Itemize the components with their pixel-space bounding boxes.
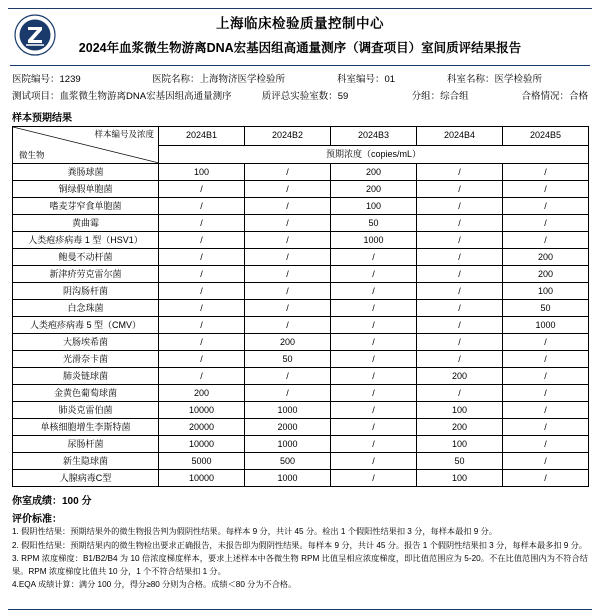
table-header-row [13, 127, 589, 146]
concentration-cell: / [331, 266, 417, 283]
table-row [13, 300, 589, 317]
microbe-name: 白念珠菌 [13, 300, 159, 317]
concentration-cell: / [503, 334, 589, 351]
concentration-cell: / [245, 164, 331, 181]
concentration-cell: 5000 [159, 453, 245, 470]
concentration-cell: / [417, 249, 503, 266]
concentration-cell: / [417, 300, 503, 317]
concentration-cell: / [245, 368, 331, 385]
concentration-cell: / [417, 385, 503, 402]
table-row [13, 470, 589, 487]
group-label: 分组： [411, 91, 441, 102]
table-row [13, 266, 589, 283]
organization-logo-icon [14, 14, 56, 56]
table-row [13, 436, 589, 453]
concentration-cell: / [245, 266, 331, 283]
dept-name [447, 72, 588, 87]
concentration-cell: / [159, 317, 245, 334]
hospital-name-label: 医院名称： [152, 74, 200, 85]
concentration-cell: 100 [417, 470, 503, 487]
concentration-cell: / [331, 317, 417, 334]
column-header: 2024B4 [417, 127, 503, 146]
concentration-cell: / [417, 198, 503, 215]
concentration-cell: 50 [503, 300, 589, 317]
concentration-cell: 50 [331, 215, 417, 232]
microbe-name: 粪肠球菌 [13, 164, 159, 181]
header-divider [10, 65, 590, 66]
concentration-cell: / [417, 351, 503, 368]
concentration-cell: / [503, 436, 589, 453]
concentration-cell: / [503, 453, 589, 470]
concentration-cell: / [159, 198, 245, 215]
table-row [13, 249, 589, 266]
microbe-name: 鲍曼不动杆菌 [13, 249, 159, 266]
concentration-cell: 100 [503, 283, 589, 300]
dept-code [337, 72, 447, 87]
concentration-cell: 200 [331, 181, 417, 198]
page-title: 2024年血浆微生物游离DNA宏基因组高通量测序（调查项目）室间质评结果报告 [78, 41, 522, 55]
concentration-cell: / [503, 181, 589, 198]
organization-title: 上海临床检验质量控制中心 [216, 16, 384, 31]
concentration-cell: / [331, 283, 417, 300]
hospital-code-label: 医院编号： [12, 74, 60, 85]
criteria-item: 2. 假阳性结果：预期结果内的微生物检出要求正确报告，未报告即为假阴性结果。每样本 9 分，共计 45 分。报告 1 个假阴性结果扣 3 分，每样本最多扣 9 分。 [12, 540, 587, 550]
concentration-cell: / [503, 385, 589, 402]
concentration-cell: 100 [417, 402, 503, 419]
concentration-cell: 200 [417, 419, 503, 436]
concentration-cell: / [503, 402, 589, 419]
total-labs-value: 59 [337, 91, 349, 102]
concentration-cell: / [417, 266, 503, 283]
concentration-cell: 10000 [159, 402, 245, 419]
column-header: 2024B1 [159, 127, 245, 146]
concentration-cell: / [159, 283, 245, 300]
concentration-cell: 20000 [159, 419, 245, 436]
concentration-cell: 200 [503, 249, 589, 266]
meta-row [12, 88, 588, 105]
concentration-cell: 10000 [159, 436, 245, 453]
concentration-cell: / [417, 181, 503, 198]
table-row [13, 385, 589, 402]
dept-name-value: 医学检验所 [494, 74, 543, 85]
concentration-cell: / [331, 453, 417, 470]
score-line [12, 492, 588, 507]
pass-status-label: 合格情况： [521, 91, 569, 102]
concentration-cell: / [331, 249, 417, 266]
concentration-cell: / [503, 419, 589, 436]
table-row [13, 317, 589, 334]
column-header: 2024B3 [331, 127, 417, 146]
concentration-cell: 1000 [503, 317, 589, 334]
concentration-cell: / [331, 402, 417, 419]
concentration-cell: 1000 [245, 402, 331, 419]
concentration-cell: / [245, 385, 331, 402]
test-item-value: 血浆微生物游离DNA宏基因组高通量测序 [59, 91, 232, 102]
column-header: 2024B5 [503, 127, 589, 146]
microbe-name: 新津疥劳克雷尔菌 [13, 266, 159, 283]
concentration-cell: 200 [245, 334, 331, 351]
concentration-cell: / [159, 300, 245, 317]
concentration-cell: / [245, 317, 331, 334]
table-row [13, 419, 589, 436]
concentration-cell: 500 [245, 453, 331, 470]
concentration-cell: / [331, 334, 417, 351]
pass-status [521, 89, 588, 104]
table-row [13, 198, 589, 215]
score-value: 100 分 [62, 496, 92, 507]
top-divider [8, 8, 592, 9]
concentration-cell: / [417, 317, 503, 334]
table-row [13, 232, 589, 249]
concentration-cell: 1000 [245, 436, 331, 453]
criteria-list [12, 526, 588, 592]
microbe-name: 光滑奈卡菌 [13, 351, 159, 368]
microbe-name: 人腺病毒C型 [13, 470, 159, 487]
hospital-code [12, 72, 152, 87]
microbe-name: 肺炎克雷伯菌 [13, 402, 159, 419]
table-row [13, 453, 589, 470]
concentration-cell: 200 [159, 385, 245, 402]
concentration-cell: 100 [331, 198, 417, 215]
concentration-cell: 1000 [245, 470, 331, 487]
criteria-item: 3. RPM 浓度梯度：B1/B2/B4 为 10 倍浓度梯度样本，要求上述样本中各微生物 RPM 比值呈相应浓度梯度，即比值范围应为 5-20。不在比值范围内为不符合结果。RPM 浓度梯度比值共 10 分，1 个不符合结果扣 1 分。 [12, 554, 588, 576]
concentration-cell: / [159, 249, 245, 266]
microbe-name: 大肠埃希菌 [13, 334, 159, 351]
criteria-title: 评价标准： [12, 514, 62, 525]
corner-top-label: 样本编号及浓度 [94, 129, 154, 139]
status-badge: 合格 [568, 91, 588, 102]
total-labs-label: 质评总实验室数： [261, 91, 338, 102]
table-row [13, 181, 589, 198]
expected-results-table [12, 126, 589, 487]
concentration-cell: 100 [159, 164, 245, 181]
microbe-name: 单核细胞增生李斯特菌 [13, 419, 159, 436]
microbe-name: 肺炎链球菌 [13, 368, 159, 385]
microbe-name: 黄曲霉 [13, 215, 159, 232]
concentration-cell: / [503, 351, 589, 368]
table-row [13, 368, 589, 385]
concentration-cell: 10000 [159, 470, 245, 487]
concentration-cell: / [159, 368, 245, 385]
test-item-label: 测试项目： [12, 91, 60, 102]
concentration-cell: / [331, 470, 417, 487]
concentration-cell: / [331, 419, 417, 436]
microbe-name: 尿肠杆菌 [13, 436, 159, 453]
microbe-name: 铜绿假单胞菌 [13, 181, 159, 198]
microbe-name: 嗜麦芽窄食单胞菌 [13, 198, 159, 215]
concentration-cell: / [245, 232, 331, 249]
microbe-name: 阴沟肠杆菌 [13, 283, 159, 300]
table-row [13, 283, 589, 300]
concentration-cell: / [503, 164, 589, 181]
concentration-cell: / [245, 198, 331, 215]
concentration-cell: / [245, 300, 331, 317]
section-title: 样本预期结果 [12, 113, 72, 124]
table-row [13, 215, 589, 232]
concentration-cell: 200 [417, 368, 503, 385]
concentration-cell: / [159, 181, 245, 198]
dept-code-label: 科室编号： [337, 74, 385, 85]
concentration-cell: / [417, 283, 503, 300]
concentration-cell: 100 [417, 436, 503, 453]
concentration-cell: / [159, 232, 245, 249]
concentration-header: 预期浓度（copies/mL） [159, 145, 589, 164]
concentration-cell: / [503, 368, 589, 385]
microbe-name: 人类疱疹病毒 1 型（HSV1） [13, 232, 159, 249]
concentration-cell: / [159, 351, 245, 368]
concentration-cell: / [417, 232, 503, 249]
corner-bottom-label: 微生物 [19, 150, 45, 160]
group-value: 综合组 [440, 91, 469, 102]
concentration-cell: / [417, 334, 503, 351]
score-label: 你室成绩： [12, 496, 62, 507]
test-item [12, 89, 262, 104]
concentration-cell: / [503, 470, 589, 487]
concentration-cell: 1000 [331, 232, 417, 249]
microbe-name: 新生隐球菌 [13, 453, 159, 470]
concentration-cell: / [331, 436, 417, 453]
meta-row [12, 71, 588, 88]
concentration-cell: 50 [417, 453, 503, 470]
bottom-divider [8, 609, 592, 610]
concentration-cell: / [331, 385, 417, 402]
concentration-cell: / [331, 300, 417, 317]
concentration-cell: / [159, 266, 245, 283]
table-row [13, 164, 589, 181]
concentration-cell: / [503, 198, 589, 215]
concentration-cell: / [331, 368, 417, 385]
concentration-cell: 200 [331, 164, 417, 181]
concentration-cell: / [159, 334, 245, 351]
hospital-name-value: 上海物济医学检验所 [199, 74, 286, 85]
concentration-cell: 50 [245, 351, 331, 368]
concentration-cell: / [503, 215, 589, 232]
concentration-cell: / [503, 232, 589, 249]
concentration-cell: / [331, 351, 417, 368]
concentration-cell: / [417, 215, 503, 232]
table-corner-cell [13, 127, 159, 164]
group [412, 89, 522, 104]
dept-code-value: 01 [384, 74, 396, 85]
microbe-name: 人类疱疹病毒 5 型（CMV） [13, 317, 159, 334]
table-row [13, 334, 589, 351]
criteria-item: 1. 假阴性结果：预期结果外的微生物报告判为假阴性结果。每样本 9 分，共计 45 分。检出 1 个假阳性结果扣 3 分，每样本最扣 9 分。 [12, 527, 497, 536]
hospital-name [152, 72, 337, 87]
concentration-cell: / [159, 215, 245, 232]
criteria-item: 4.EQA 成绩计算：满分 100 分，得分≥80 分则为合格。成绩＜80 分为不合格。 [12, 580, 297, 589]
column-header: 2024B2 [245, 127, 331, 146]
concentration-cell: / [245, 181, 331, 198]
dept-name-label: 科室名称： [447, 74, 495, 85]
table-row [13, 351, 589, 368]
concentration-cell: 2000 [245, 419, 331, 436]
concentration-cell: 200 [503, 266, 589, 283]
concentration-cell: / [245, 215, 331, 232]
hospital-code-value: 1239 [59, 74, 81, 85]
table-row [13, 402, 589, 419]
meta-info [12, 71, 588, 105]
microbe-name: 金黄色葡萄球菌 [13, 385, 159, 402]
concentration-cell: / [245, 283, 331, 300]
concentration-cell: / [417, 164, 503, 181]
concentration-cell: / [245, 249, 331, 266]
total-labs [262, 89, 412, 104]
